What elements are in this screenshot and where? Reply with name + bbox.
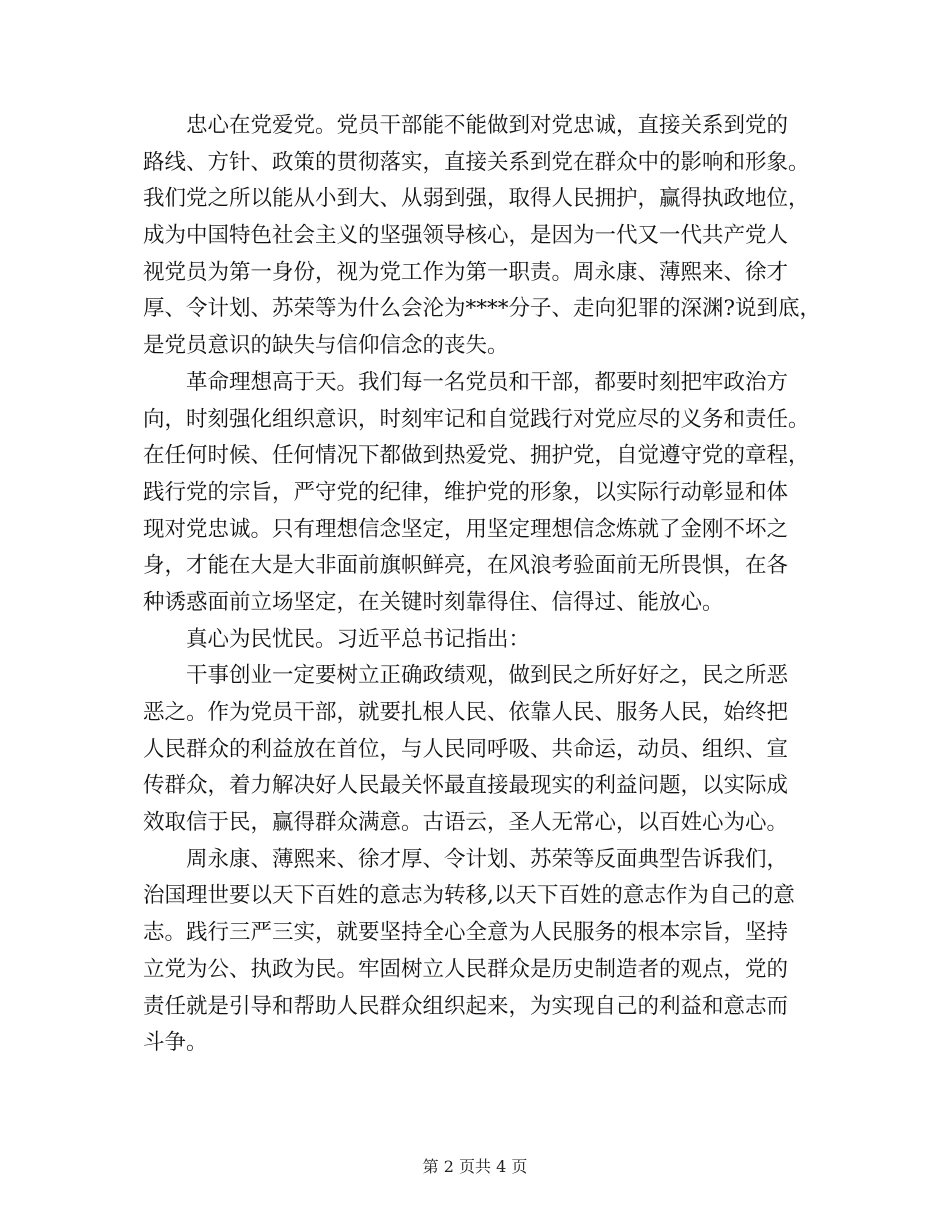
text-line: 成为中国特色社会主义的坚强领导核心，是因为一代又一代共产党人 xyxy=(143,223,789,249)
text-line: 立党为公、执政为民。牢固树立人民群众是历史制造者的观点，党的 xyxy=(143,956,789,982)
text-line: 斗争。 xyxy=(143,1030,208,1056)
text-line: 在任何时候、任何情况下都做到热爱党、拥护党，自觉遵守党的章程， xyxy=(143,443,810,469)
text-line: 恶之。作为党员干部，就要扎根人民、依靠人民、服务人民，始终把 xyxy=(143,700,789,725)
text-line: 治国理世要以天下百姓的意志为转移,以天下百姓的意志作为自己的意 xyxy=(143,883,795,909)
text-line: 视党员为第一身份，视为党工作为第一职责。周永康、薄熙来、徐才 xyxy=(143,259,789,285)
document-body xyxy=(143,108,827,1062)
text-line: 传群众，着力解决好人民最关怀最直接最现实的利益问题，以实际成 xyxy=(143,773,789,799)
text-line: 周永康、薄熙来、徐才厚、令计划、苏荣等反面典型告诉我们， xyxy=(186,846,789,872)
text-line: 我们党之所以能从小到大、从弱到强，取得人民拥护，赢得执政地位， xyxy=(143,186,810,212)
text-line: 路线、方针、政策的贯彻落实，直接关系到党在群众中的影响和形象。 xyxy=(143,149,810,175)
text-line: 现对党忠诚。只有理想信念坚定，用坚定理想信念炼就了金刚不坏之 xyxy=(143,516,789,542)
text-line: 向，时刻强化组织意识，时刻牢记和自觉践行对党应尽的义务和责任。 xyxy=(143,406,810,432)
text-line: 厚、令计划、苏荣等为什么会沦为****分子、走向犯罪的深渊?说到底， xyxy=(143,296,822,322)
text-line: 身，才能在大是大非面前旗帜鲜亮，在风浪考验面前无所畏惧，在各 xyxy=(143,553,789,579)
page-number-footer: 第 2 页共 4 页 xyxy=(422,1157,528,1176)
text-line: 践行党的宗旨，严守党的纪律，维护党的形象，以实际行动彰显和体 xyxy=(143,479,789,505)
text-line: 是党员意识的缺失与信仰信念的丧失。 xyxy=(143,333,509,359)
text-line: 人民群众的利益放在首位，与人民同呼吸、共命运，动员、组织、宣 xyxy=(143,736,789,762)
text-line: 志。践行三严三实，就要坚持全心全意为人民服务的根本宗旨，坚持 xyxy=(143,920,789,946)
text-line: 忠心在党爱党。党员干部能不能做到对党忠诚，直接关系到党的 xyxy=(186,113,789,138)
text-line: 干事创业一定要树立正确政绩观，做到民之所好好之，民之所恶 xyxy=(186,663,789,689)
text-line: 种诱惑面前立场坚定，在关键时刻靠得住、信得过、能放心。 xyxy=(143,589,724,615)
text-line: 真心为民忧民。习近平总书记指出： xyxy=(186,626,531,652)
text-line: 责任就是引导和帮助人民群众组织起来，为实现自己的利益和意志而 xyxy=(143,993,789,1019)
text-line: 革命理想高于天。我们每一名党员和干部，都要时刻把牢政治方 xyxy=(186,369,789,395)
text-line: 效取信于民，赢得群众满意。古语云，圣人无常心，以百姓心为心。 xyxy=(143,810,789,836)
